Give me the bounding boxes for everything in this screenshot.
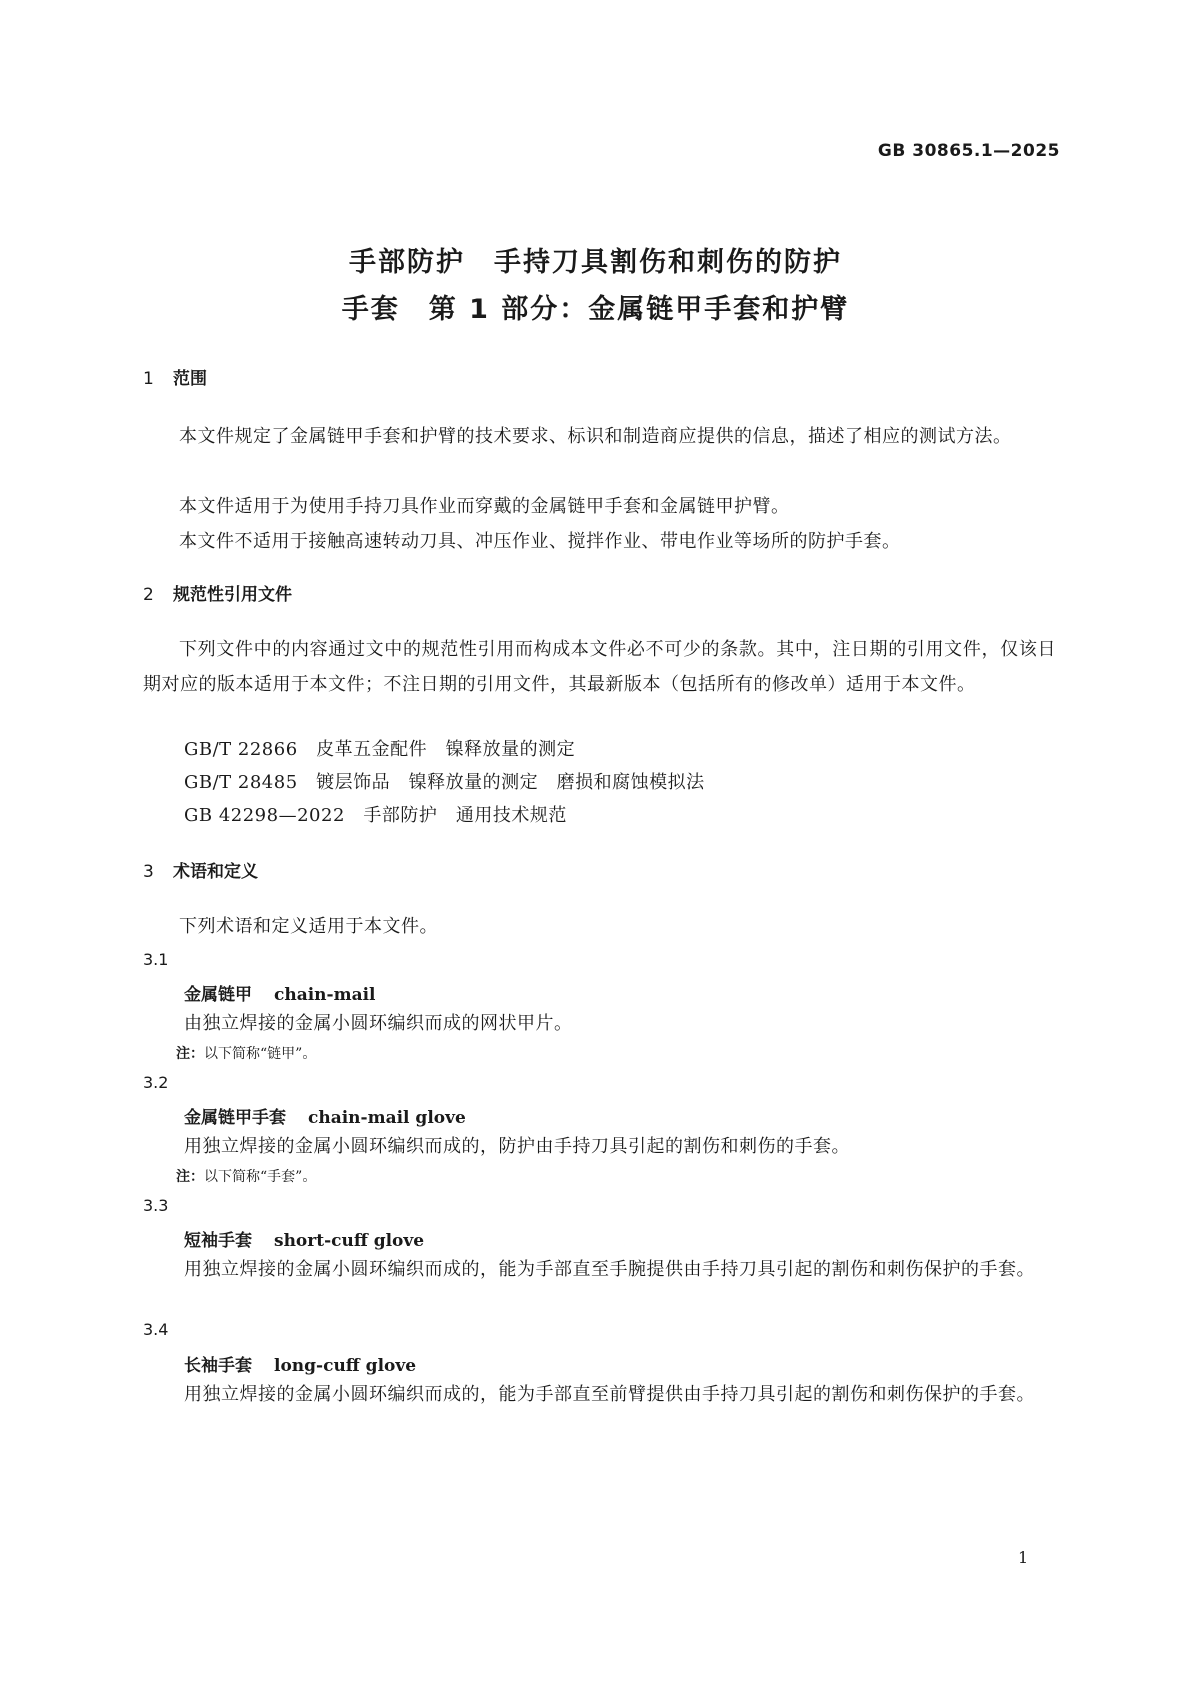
section-2-paragraph-1: 下列文件中的内容通过文中的规范性引用而构成本文件必不可少的条款。其中，注日期的引用文件，仅该日期对应的版本适用于本文件；不注日期的引用文件，其最新版本（包括所有的修改单）适用于本文件。 (143, 639, 1056, 695)
reference-item: GB/T 22866 皮革五金配件 镍释放量的测定 (184, 739, 576, 760)
term-definition: 由独立焊接的金属小圆环编织而成的网状甲片。 (184, 1013, 573, 1034)
term-definition: 用独立焊接的金属小圆环编织而成的，防护由手持刀具引起的割伤和刺伤的手套。 (184, 1136, 850, 1157)
note-label: 注： (176, 1046, 204, 1062)
section-title: 范围 (173, 369, 207, 389)
term-heading (184, 1226, 424, 1251)
term-heading (184, 1103, 466, 1128)
section-title: 术语和定义 (173, 862, 258, 882)
term-chinese: 金属链甲手套 (184, 1108, 286, 1128)
section-number: 3 (143, 862, 154, 882)
page-number: 1 (1018, 1548, 1029, 1567)
term-english: long-cuff glove (274, 1356, 417, 1376)
section-1-paragraph-2: 本文件适用于为使用手持刀具作业而穿戴的金属链甲手套和金属链甲护臂。 (179, 496, 790, 517)
note-label: 注： (176, 1169, 204, 1185)
note-text: 以下简称“链甲”。 (204, 1046, 317, 1062)
term-chinese: 金属链甲 (184, 985, 252, 1005)
term-definition: 用独立焊接的金属小圆环编织而成的，能为手部直至前臂提供由手持刀具引起的割伤和刺伤保护的手套。 (184, 1384, 1035, 1405)
reference-item: GB/T 28485 镀层饰品 镍释放量的测定 磨损和腐蚀模拟法 (184, 772, 705, 793)
section-3-heading (143, 857, 258, 882)
note-text: 以下简称“手套”。 (204, 1169, 317, 1185)
document-title-line-1: 手部防护 手持刀具割伤和刺伤的防护 (349, 247, 842, 278)
section-3-paragraph-1: 下列术语和定义适用于本文件。 (179, 916, 438, 937)
term-number: 3.2 (143, 1073, 169, 1092)
section-2-heading (143, 580, 292, 605)
term-heading (184, 1351, 416, 1376)
reference-item: GB 42298—2022 手部防护 通用技术规范 (184, 805, 567, 826)
term-english: short-cuff glove (274, 1231, 425, 1251)
section-1-heading (143, 364, 207, 389)
term-chinese: 长袖手套 (184, 1356, 252, 1376)
standard-code: GB 30865.1—2025 (877, 141, 1060, 161)
term-number: 3.4 (143, 1320, 169, 1339)
section-number: 1 (143, 369, 154, 389)
term-english: chain-mail (274, 985, 376, 1005)
section-title: 规范性引用文件 (173, 585, 292, 605)
section-1-paragraph-3: 本文件不适用于接触高速转动刀具、冲压作业、搅拌作业、带电作业等场所的防护手套。 (179, 531, 901, 552)
term-number: 3.1 (143, 950, 169, 969)
term-english: chain-mail glove (308, 1108, 466, 1128)
term-definition: 用独立焊接的金属小圆环编织而成的，能为手部直至手腕提供由手持刀具引起的割伤和刺伤保护的手套。 (184, 1259, 1035, 1280)
term-heading (184, 980, 376, 1005)
term-note (176, 1043, 316, 1063)
term-chinese: 短袖手套 (184, 1231, 252, 1251)
section-number: 2 (143, 585, 154, 605)
term-note (176, 1166, 316, 1186)
term-number: 3.3 (143, 1196, 169, 1215)
section-1-paragraph-1: 本文件规定了金属链甲手套和护臂的技术要求、标识和制造商应提供的信息，描述了相应的测试方法。 (179, 426, 1012, 447)
document-title-line-2: 手套 第 1 部分：金属链甲手套和护臂 (341, 294, 850, 325)
